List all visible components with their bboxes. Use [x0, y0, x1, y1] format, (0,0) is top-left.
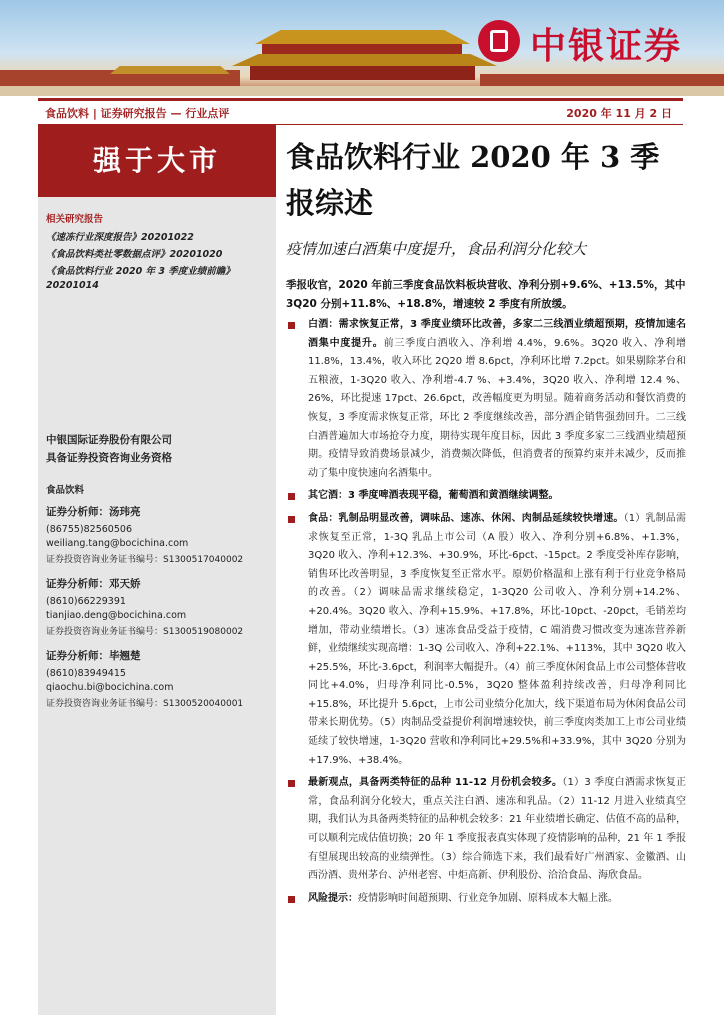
report-subtitle: 疫情加速白酒集中度提升，食品利润分化较大	[286, 240, 587, 258]
rating-label: 强于大市	[92, 144, 221, 177]
related-report-item[interactable]: 《速冻行业深度报告》20201022	[46, 232, 194, 243]
company-name: 中银国际证券股份有限公司	[46, 434, 172, 446]
key-points-list	[286, 316, 686, 908]
bullet-square-icon	[288, 322, 295, 329]
report-title: 食品饮料行业 2020 年 3 季报综述	[286, 140, 660, 220]
company-qualification: 具备证券投资咨询业务资格	[46, 452, 172, 464]
report-category: 食品饮料 | 证券研究报告 — 行业点评	[45, 107, 230, 120]
bullet-heading: 最新观点，具备两类特征的品种 11-12 月份机会较多。	[308, 777, 563, 789]
bullet-item-risk	[286, 890, 686, 909]
analyst-cert: 证券投资咨询业务证书编号：S1300520040001	[46, 699, 244, 709]
bullet-square-icon	[288, 780, 295, 787]
analyst-cert: 证券投资咨询业务证书编号：S1300517040002	[46, 555, 244, 565]
bullet-square-icon	[288, 493, 295, 500]
bullet-heading: 食品：乳制品明显改善，调味品、速冻、休闲、肉制品延续较快增速。	[308, 512, 624, 524]
related-reports-title: 相关研究报告	[46, 214, 104, 225]
analyst-title: 证券分析师：汤玮亮	[46, 506, 141, 518]
analyst-title: 证券分析师：毕翘楚	[46, 650, 141, 662]
analyst-title: 证券分析师：邓天娇	[46, 578, 141, 590]
banner-ground	[0, 86, 724, 96]
rating-box	[38, 125, 276, 197]
bullet-body: 疫情影响时间超预期、行业竞争加剧、原料成本大幅上涨。	[358, 892, 618, 904]
banner-hall-lower	[250, 66, 475, 80]
bullet-body: 前三季度白酒收入、净利增 4.4%，9.6%。3Q20 收入、净利增 11.8%，13.4%，收入环比 2Q20 增 8.6pct，净利环比增 7.2pct。如果剔除茅台和五粮液，1-3Q20 收入、净利增-4.7 %、+3.4%，3Q20 收入、净利增 12.4 %、26%，环比提速 17pct、26.6pct，改善幅度更为明显。随着商务活动和餐饮消费的恢复，3 季度需求恢复正常，环比 2 季度继续改善，部分酒企销售强劲回升。二三线白酒普遍加大市场抢夺力度，期待实现年度目标，因此 3 季度多家二三线酒业绩超预期。疫情导致消费场景减少，消费频次降低，但消费者的预算约束并未减少，反而推动了集中度快速向名酒集中。	[308, 337, 686, 479]
banner-roof-bottom	[232, 54, 497, 66]
bullet-heading: 其它酒：3 季度啤酒表现平稳，葡萄酒和黄酒继续调整。	[308, 490, 559, 502]
analyst-phone: (8610)83949415	[46, 668, 126, 679]
sector-label: 食品饮料	[46, 485, 85, 496]
bullet-square-icon	[288, 516, 295, 523]
related-report-item[interactable]: 《食品饮料行业 2020 年 3 季度业绩前瞻》	[46, 266, 235, 277]
banner-roof-top	[255, 30, 470, 44]
analyst-phone: (86755)82560506	[46, 524, 132, 535]
bullet-item-other-alcohol	[286, 487, 686, 506]
analyst-cert: 证券投资咨询业务证书编号：S1300519080002	[46, 627, 244, 637]
boc-logo-inner-icon	[490, 30, 508, 52]
bullet-item-latest-view	[286, 774, 686, 886]
analyst-email[interactable]: tianjiao.deng@bocichina.com	[46, 610, 187, 621]
report-intro: 季报收官，2020 年前三季度食品饮料板块营收、净利分别+9.6%、+13.5%，其中 3Q20 分别+11.8%、+18.8%，增速较 2 季度有所放缓。	[286, 279, 686, 310]
bullet-heading: 风险提示：	[308, 892, 358, 904]
header-divider	[38, 98, 683, 101]
related-report-item[interactable]: 《食品饮料类社零数据点评》20201020	[46, 249, 223, 260]
bullet-heading: 白酒：需求恢复正常，3 季度业绩环比改善，多家二三线酒业绩超预期，疫情加速名酒集中度提升。	[308, 319, 686, 349]
bullet-square-icon	[288, 896, 295, 903]
related-report-item[interactable]: 20201014	[46, 280, 99, 291]
bullet-item-baijiu	[286, 316, 686, 483]
bullet-body: （1）乳制品需求恢复至正常，1-3Q 乳品上市公司（A 股）收入、净利分别+6.8%、+1.3%，3Q20 收入、净利+12.3%、+30.9%，环比-6pct、-15pct。2 季度受补库存影响，销售环比改善明显，3 季度恢复至正常水平。原奶价格温和上涨有利于行业竞争格局的改善。（2）调味品需求继续稳定，1-3Q20 公司收入、净利分别+14.2%、+20.4%。3Q20 收入、净利+15.9%、+17.8%，环比-10pct、-20pct，毛销差均增加，带动业绩增长。（3）速冻食品受益于疫情，C 端消费习惯改变为速冻营养新鲜，业绩继续实现高增：1-3Q 公司收入、净利+22.1%、+113%，其中 3Q20 收入+25.5%，环比-3.6pct，利润率大幅提升。（4）前三季度休闲食品上市公司整体营收同比+4.0%，归母净利同比-0.5%，3Q20 整体盈利持续改善，归母净利同比+15.8%，环比提升 5.6pct，上市公司业绩分化加大，线下渠道布局为休闲食品公司带来长期优势。（5）肉制品受益提价利润增速较快，前三季度肉类加工上市公司业绩延续了较快增速，1-3Q20 营收和净利同比+29.5%和+33.9%，其中 3Q20 分别为+17.9%、+38.4%。	[308, 512, 686, 766]
banner-side-roof	[110, 66, 230, 74]
analyst-email[interactable]: weiliang.tang@bocichina.com	[46, 538, 189, 549]
report-date: 2020 年 11 月 2 日	[566, 107, 672, 120]
analyst-email[interactable]: qiaochu.bi@bocichina.com	[46, 682, 174, 693]
brand-name: 中银证券	[530, 25, 683, 67]
bullet-body: （1）3 季度白酒需求恢复正常，食品利润分化较大，重点关注白酒、速冻和乳品。（2）11-12 月进入业绩真空期，我们认为具备两类特征的品种机会较多：21 年业绩增长确定、估值不高的品种，可以顺利完成估值切换；20 年 1 季度报表真实体现了疫情影响的品种，21 年 1 季报有望展现出较高的业绩弹性。（3）综合筛选下来，我们最看好广州酒家、金徽酒、山西汾酒、贵州茅台、泸州老窖、中炬高新、伊利股份、洽洽食品、海欣食品。	[308, 777, 686, 882]
analyst-phone: (8610)66229391	[46, 596, 126, 607]
bullet-item-food	[286, 510, 686, 770]
